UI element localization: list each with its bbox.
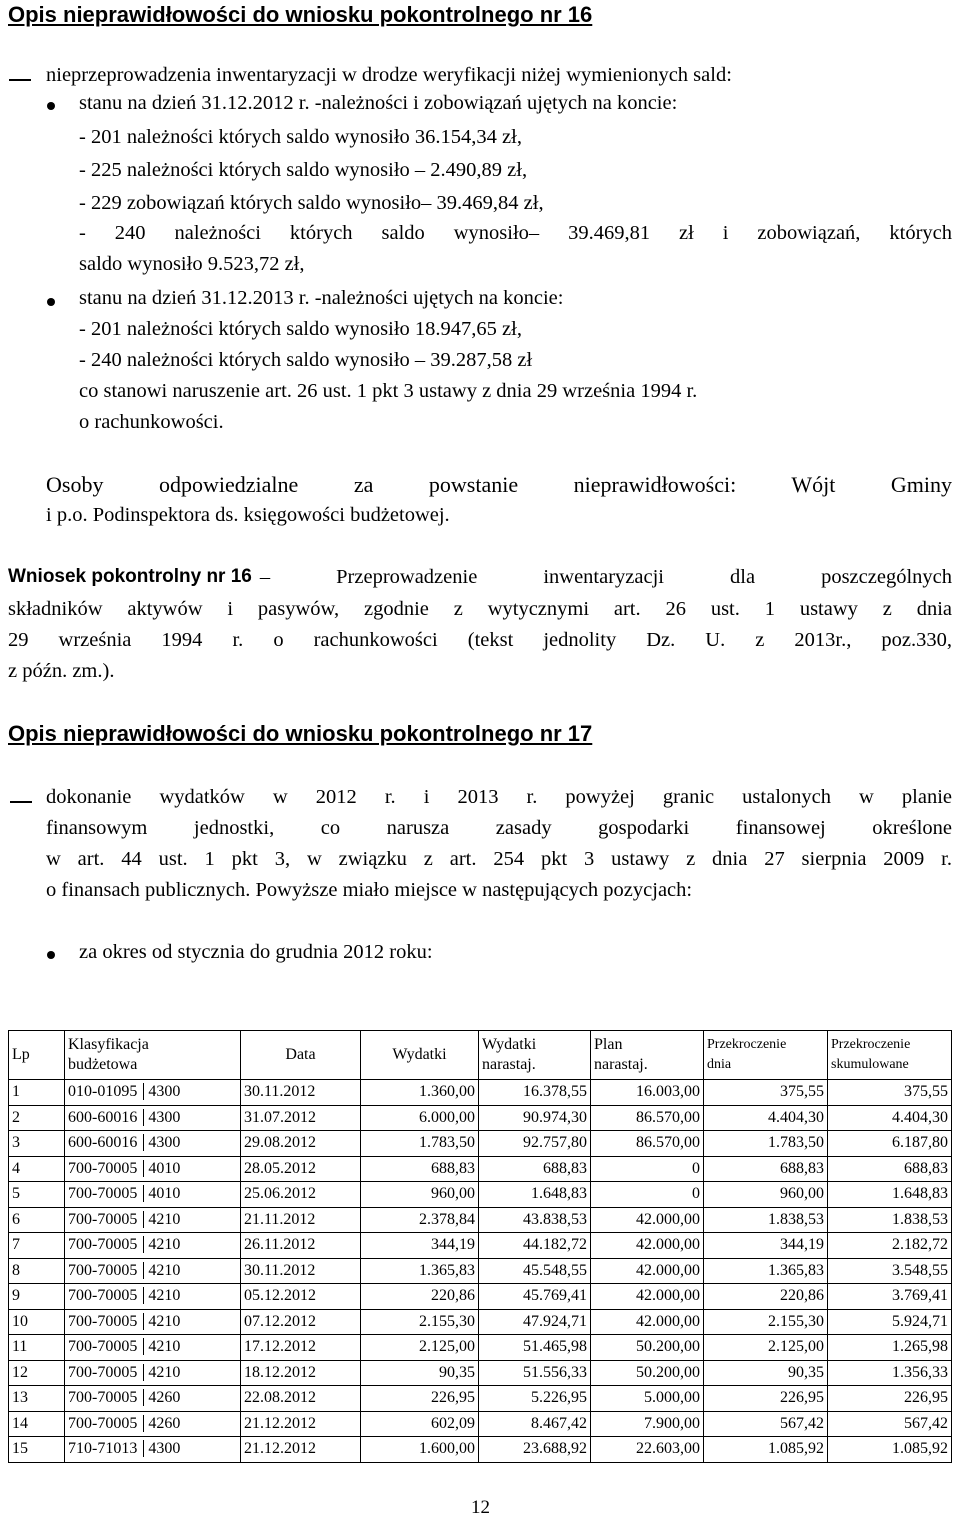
- cell-lp: 11: [9, 1335, 65, 1361]
- wniosek-line: z późn. zm.).: [8, 660, 115, 682]
- cell-data: 25.06.2012: [241, 1182, 361, 1208]
- cell-lp: 10: [9, 1309, 65, 1335]
- bullet-icon: [47, 298, 55, 306]
- cell-data: 30.11.2012: [241, 1258, 361, 1284]
- header-klasyfikacja: Klasyfikacja budżetowa: [65, 1031, 241, 1080]
- cell-data: 07.12.2012: [241, 1309, 361, 1335]
- cell-paragraf: 4210: [143, 1364, 180, 1381]
- cell-przekroczenie-skumulowane: 1.838,53: [828, 1207, 952, 1233]
- cell-klasyfikacja: [65, 1335, 241, 1361]
- cell-plan-narastaj: 7.900,00: [591, 1411, 704, 1437]
- cell-paragraf: 4300: [143, 1083, 180, 1100]
- cell-lp: 6: [9, 1207, 65, 1233]
- cell-paragraf: 4300: [143, 1109, 180, 1126]
- cell-wydatki: 90,35: [361, 1360, 479, 1386]
- cell-paragraf: 4010: [143, 1185, 180, 1202]
- cell-dzial-rozdzial: 700-70005: [68, 1338, 138, 1356]
- cell-lp: 13: [9, 1386, 65, 1412]
- cell-plan-narastaj: 86.570,00: [591, 1105, 704, 1131]
- cell-data: 21.11.2012: [241, 1207, 361, 1233]
- cell-dzial-rozdzial: 700-70005: [68, 1185, 138, 1203]
- cell-klasyfikacja: [65, 1131, 241, 1157]
- cell-data: 31.07.2012: [241, 1105, 361, 1131]
- bullet-2013-line: stanu na dzień 31.12.2013 r. -należności ujętych na koncie:: [79, 287, 564, 309]
- cell-data: 21.12.2012: [241, 1411, 361, 1437]
- cell-klasyfikacja: [65, 1156, 241, 1182]
- cell-paragraf: 4300: [143, 1440, 180, 1457]
- table-row: [9, 1258, 952, 1284]
- cell-lp: 1: [9, 1080, 65, 1106]
- wniosek-text: – Przeprowadzenie inwentaryzacji dla poszczególnych: [259, 566, 952, 588]
- cell-klasyfikacja: [65, 1233, 241, 1259]
- cell-przekroczenie-skumulowane: 5.924,71: [828, 1309, 952, 1335]
- list-item: - 240 należności których saldo wynosiło – 39.287,58 zł: [79, 349, 533, 371]
- cell-przekroczenie-dnia: 344,19: [704, 1233, 828, 1259]
- paragraph-line: o finansach publicznych. Powyższe miało miejsce w następujących pozycjach:: [46, 879, 693, 901]
- cell-paragraf: 4300: [143, 1134, 180, 1151]
- cell-klasyfikacja: [65, 1080, 241, 1106]
- cell-lp: 12: [9, 1360, 65, 1386]
- responsible-line: Osoby odpowiedzialne za powstanie nieprawidłowości: Wójt Gminy: [46, 472, 952, 497]
- header-przekroczenie-dnia: Przekroczenie dnia: [704, 1031, 828, 1080]
- paragraph-line: dokonanie wydatków w 2012 r. i 2013 r. powyżej granic ustalonych w planie: [46, 786, 952, 808]
- cell-klasyfikacja: [65, 1105, 241, 1131]
- cell-paragraf: 4210: [143, 1211, 180, 1228]
- cell-klasyfikacja: [65, 1309, 241, 1335]
- cell-przekroczenie-dnia: 688,83: [704, 1156, 828, 1182]
- cell-klasyfikacja: [65, 1386, 241, 1412]
- cell-lp: 9: [9, 1284, 65, 1310]
- cell-przekroczenie-skumulowane: 1.648,83: [828, 1182, 952, 1208]
- cell-paragraf: 4210: [143, 1338, 180, 1355]
- list-item: - 240 należności których saldo wynosiło– 39.469,81 zł i zobowiązań, których: [79, 222, 952, 244]
- cell-dzial-rozdzial: 600-60016: [68, 1108, 138, 1126]
- cell-data: 26.11.2012: [241, 1233, 361, 1259]
- cell-przekroczenie-skumulowane: 3.769,41: [828, 1284, 952, 1310]
- cell-przekroczenie-dnia: 2.125,00: [704, 1335, 828, 1361]
- cell-przekroczenie-dnia: 1.365,83: [704, 1258, 828, 1284]
- dash-bullet: [9, 79, 31, 81]
- cell-plan-narastaj: 0: [591, 1182, 704, 1208]
- cell-przekroczenie-dnia: 1.783,50: [704, 1131, 828, 1157]
- cell-wydatki: 1.360,00: [361, 1080, 479, 1106]
- cell-wydatki-narastaj: 51.465,98: [479, 1335, 591, 1361]
- cell-klasyfikacja: [65, 1437, 241, 1463]
- cell-wydatki: 344,19: [361, 1233, 479, 1259]
- cell-lp: 4: [9, 1156, 65, 1182]
- cell-klasyfikacja: [65, 1182, 241, 1208]
- cell-paragraf: 4210: [143, 1287, 180, 1304]
- cell-przekroczenie-dnia: 1.085,92: [704, 1437, 828, 1463]
- cell-wydatki-narastaj: 45.548,55: [479, 1258, 591, 1284]
- cell-wydatki: 2.378,84: [361, 1207, 479, 1233]
- cell-wydatki-narastaj: 43.838,53: [479, 1207, 591, 1233]
- cell-dzial-rozdzial: 700-70005: [68, 1389, 138, 1407]
- list-item: - 201 należności których saldo wynosiło 36.154,34 zł,: [79, 126, 522, 148]
- cell-plan-narastaj: 16.003,00: [591, 1080, 704, 1106]
- expenditure-table: [8, 1030, 952, 1463]
- cell-wydatki: 2.155,30: [361, 1309, 479, 1335]
- list-item: - 225 należności których saldo wynosiło – 2.490,89 zł,: [79, 159, 528, 181]
- cell-wydatki-narastaj: 47.924,71: [479, 1309, 591, 1335]
- cell-przekroczenie-skumulowane: 375,55: [828, 1080, 952, 1106]
- cell-data: 30.11.2012: [241, 1080, 361, 1106]
- cell-przekroczenie-dnia: 1.838,53: [704, 1207, 828, 1233]
- cell-przekroczenie-skumulowane: 3.548,55: [828, 1258, 952, 1284]
- cell-dzial-rozdzial: 010-01095: [68, 1083, 138, 1101]
- cell-data: 29.08.2012: [241, 1131, 361, 1157]
- cell-lp: 8: [9, 1258, 65, 1284]
- cell-plan-narastaj: 5.000,00: [591, 1386, 704, 1412]
- cell-dzial-rozdzial: 700-70005: [68, 1287, 138, 1305]
- bullet-icon: [47, 102, 55, 110]
- cell-plan-narastaj: 42.000,00: [591, 1258, 704, 1284]
- cell-data: 28.05.2012: [241, 1156, 361, 1182]
- wniosek-line: 29 września 1994 r. o rachunkowości (tekst jednolity Dz. U. z 2013r., poz.330,: [8, 629, 952, 651]
- table-row: [9, 1207, 952, 1233]
- cell-wydatki-narastaj: 1.648,83: [479, 1182, 591, 1208]
- cell-dzial-rozdzial: 700-70005: [68, 1210, 138, 1228]
- header-wydatki-narastaj: Wydatki narastaj.: [479, 1031, 591, 1080]
- cell-lp: 15: [9, 1437, 65, 1463]
- cell-paragraf: 4260: [143, 1415, 180, 1432]
- list-item: - 229 zobowiązań których saldo wynosiło– 39.469,84 zł,: [79, 192, 544, 214]
- header-przekroczenie-skumulowane: Przekroczenie skumulowane: [828, 1031, 952, 1080]
- table-row: [9, 1233, 952, 1259]
- cell-data: 22.08.2012: [241, 1386, 361, 1412]
- cell-plan-narastaj: 42.000,00: [591, 1309, 704, 1335]
- cell-plan-narastaj: 42.000,00: [591, 1233, 704, 1259]
- cell-dzial-rozdzial: 710-71013: [68, 1440, 138, 1458]
- cell-wydatki: 220,86: [361, 1284, 479, 1310]
- cell-wydatki-narastaj: 51.556,33: [479, 1360, 591, 1386]
- cell-lp: 7: [9, 1233, 65, 1259]
- cell-przekroczenie-dnia: 375,55: [704, 1080, 828, 1106]
- cell-lp: 14: [9, 1411, 65, 1437]
- cell-przekroczenie-skumulowane: 1.265,98: [828, 1335, 952, 1361]
- cell-przekroczenie-skumulowane: 2.182,72: [828, 1233, 952, 1259]
- bullet-icon: [47, 951, 55, 959]
- cell-przekroczenie-skumulowane: 688,83: [828, 1156, 952, 1182]
- wniosek-line-1: [8, 566, 952, 589]
- cell-data: 18.12.2012: [241, 1360, 361, 1386]
- bullet-2012-line: stanu na dzień 31.12.2012 r. -należności i zobowiązań ujętych na koncie:: [79, 92, 678, 114]
- cell-przekroczenie-skumulowane: 226,95: [828, 1386, 952, 1412]
- table-row: [9, 1182, 952, 1208]
- cell-paragraf: 4010: [143, 1160, 180, 1177]
- wniosek-line: składników aktywów i pasywów, zgodnie z wytycznymi art. 26 ust. 1 ustawy z dnia: [8, 598, 952, 620]
- header-data: Data: [241, 1031, 361, 1080]
- cell-wydatki-narastaj: 5.226,95: [479, 1386, 591, 1412]
- cell-lp: 5: [9, 1182, 65, 1208]
- cell-klasyfikacja: [65, 1207, 241, 1233]
- cell-wydatki-narastaj: 92.757,80: [479, 1131, 591, 1157]
- cell-przekroczenie-skumulowane: 6.187,80: [828, 1131, 952, 1157]
- cell-dzial-rozdzial: 700-70005: [68, 1363, 138, 1381]
- cell-dzial-rozdzial: 700-70005: [68, 1414, 138, 1432]
- cell-wydatki: 688,83: [361, 1156, 479, 1182]
- cell-przekroczenie-skumulowane: 4.404,30: [828, 1105, 952, 1131]
- cell-wydatki: 1.600,00: [361, 1437, 479, 1463]
- table-row: [9, 1131, 952, 1157]
- cell-data: 21.12.2012: [241, 1437, 361, 1463]
- table-row: [9, 1080, 952, 1106]
- intro-text: nieprzeprowadzenia inwentaryzacji w drodze weryfikacji niżej wymienionych sald:: [46, 64, 732, 86]
- table-row: [9, 1437, 952, 1463]
- cell-wydatki-narastaj: 44.182,72: [479, 1233, 591, 1259]
- table-row: [9, 1411, 952, 1437]
- table-row: [9, 1284, 952, 1310]
- cell-data: 17.12.2012: [241, 1335, 361, 1361]
- table-row: [9, 1156, 952, 1182]
- table-header-row: [9, 1031, 952, 1080]
- cell-wydatki-narastaj: 23.688,92: [479, 1437, 591, 1463]
- table-row: [9, 1335, 952, 1361]
- cell-wydatki: 226,95: [361, 1386, 479, 1412]
- responsible-line: i p.o. Podinspektora ds. księgowości budżetowej.: [46, 504, 450, 526]
- cell-lp: 3: [9, 1131, 65, 1157]
- cell-wydatki: 6.000,00: [361, 1105, 479, 1131]
- cell-przekroczenie-dnia: 90,35: [704, 1360, 828, 1386]
- cell-klasyfikacja: [65, 1411, 241, 1437]
- cell-dzial-rozdzial: 700-70005: [68, 1159, 138, 1177]
- cell-klasyfikacja: [65, 1360, 241, 1386]
- cell-wydatki: 960,00: [361, 1182, 479, 1208]
- cell-dzial-rozdzial: 600-60016: [68, 1134, 138, 1152]
- cell-plan-narastaj: 86.570,00: [591, 1131, 704, 1157]
- table-row: [9, 1105, 952, 1131]
- cell-plan-narastaj: 22.603,00: [591, 1437, 704, 1463]
- page-number: 12: [471, 1497, 490, 1518]
- section-17-heading: Opis nieprawidłowości do wniosku pokontrolnego nr 17: [8, 721, 593, 746]
- cell-dzial-rozdzial: 700-70005: [68, 1236, 138, 1254]
- wniosek-label: Wniosek pokontrolny nr 16: [8, 566, 252, 587]
- header-lp: Lp: [9, 1031, 65, 1080]
- cell-przekroczenie-dnia: 2.155,30: [704, 1309, 828, 1335]
- cell-dzial-rozdzial: 700-70005: [68, 1312, 138, 1330]
- paragraph-line: w art. 44 ust. 1 pkt 3, w związku z art. 254 pkt 3 ustawy z dnia 27 sierpnia 2009 r.: [46, 848, 952, 870]
- cell-paragraf: 4260: [143, 1389, 180, 1406]
- header-wydatki: Wydatki: [361, 1031, 479, 1080]
- cell-wydatki: 1.365,83: [361, 1258, 479, 1284]
- table-row: [9, 1386, 952, 1412]
- list-item: - 201 należności których saldo wynosiło 18.947,65 zł,: [79, 318, 522, 340]
- dash-bullet: [10, 801, 32, 803]
- table-row: [9, 1360, 952, 1386]
- cell-klasyfikacja: [65, 1258, 241, 1284]
- cell-przekroczenie-skumulowane: 567,42: [828, 1411, 952, 1437]
- period-line: za okres od stycznia do grudnia 2012 roku:: [79, 941, 433, 963]
- cell-wydatki: 2.125,00: [361, 1335, 479, 1361]
- cell-wydatki-narastaj: 90.974,30: [479, 1105, 591, 1131]
- cell-wydatki-narastaj: 16.378,55: [479, 1080, 591, 1106]
- cell-plan-narastaj: 42.000,00: [591, 1284, 704, 1310]
- cell-klasyfikacja: [65, 1284, 241, 1310]
- cell-plan-narastaj: 42.000,00: [591, 1207, 704, 1233]
- cell-przekroczenie-dnia: 220,86: [704, 1284, 828, 1310]
- cell-wydatki-narastaj: 688,83: [479, 1156, 591, 1182]
- paragraph-line: finansowym jednostki, co narusza zasady gospodarki finansowej określone: [46, 817, 952, 839]
- header-plan-narastaj: Plan narastaj.: [591, 1031, 704, 1080]
- cell-wydatki: 1.783,50: [361, 1131, 479, 1157]
- cell-przekroczenie-skumulowane: 1.356,33: [828, 1360, 952, 1386]
- table-row: [9, 1309, 952, 1335]
- cell-wydatki-narastaj: 8.467,42: [479, 1411, 591, 1437]
- cell-przekroczenie-skumulowane: 1.085,92: [828, 1437, 952, 1463]
- cell-wydatki-narastaj: 45.769,41: [479, 1284, 591, 1310]
- cell-przekroczenie-dnia: 4.404,30: [704, 1105, 828, 1131]
- cell-lp: 2: [9, 1105, 65, 1131]
- cell-data: 05.12.2012: [241, 1284, 361, 1310]
- list-item: saldo wynosiło 9.523,72 zł,: [79, 253, 305, 275]
- cell-paragraf: 4210: [143, 1236, 180, 1253]
- cell-plan-narastaj: 0: [591, 1156, 704, 1182]
- cell-wydatki: 602,09: [361, 1411, 479, 1437]
- cell-paragraf: 4210: [143, 1313, 180, 1330]
- cell-plan-narastaj: 50.200,00: [591, 1335, 704, 1361]
- section-16-heading: Opis nieprawidłowości do wniosku pokontrolnego nr 16: [8, 2, 593, 27]
- cell-dzial-rozdzial: 700-70005: [68, 1261, 138, 1279]
- cell-przekroczenie-dnia: 960,00: [704, 1182, 828, 1208]
- list-item: co stanowi naruszenie art. 26 ust. 1 pkt 3 ustawy z dnia 29 września 1994 r.: [79, 380, 698, 402]
- cell-paragraf: 4210: [143, 1262, 180, 1279]
- cell-przekroczenie-dnia: 567,42: [704, 1411, 828, 1437]
- cell-plan-narastaj: 50.200,00: [591, 1360, 704, 1386]
- list-item: o rachunkowości.: [79, 411, 224, 433]
- cell-przekroczenie-dnia: 226,95: [704, 1386, 828, 1412]
